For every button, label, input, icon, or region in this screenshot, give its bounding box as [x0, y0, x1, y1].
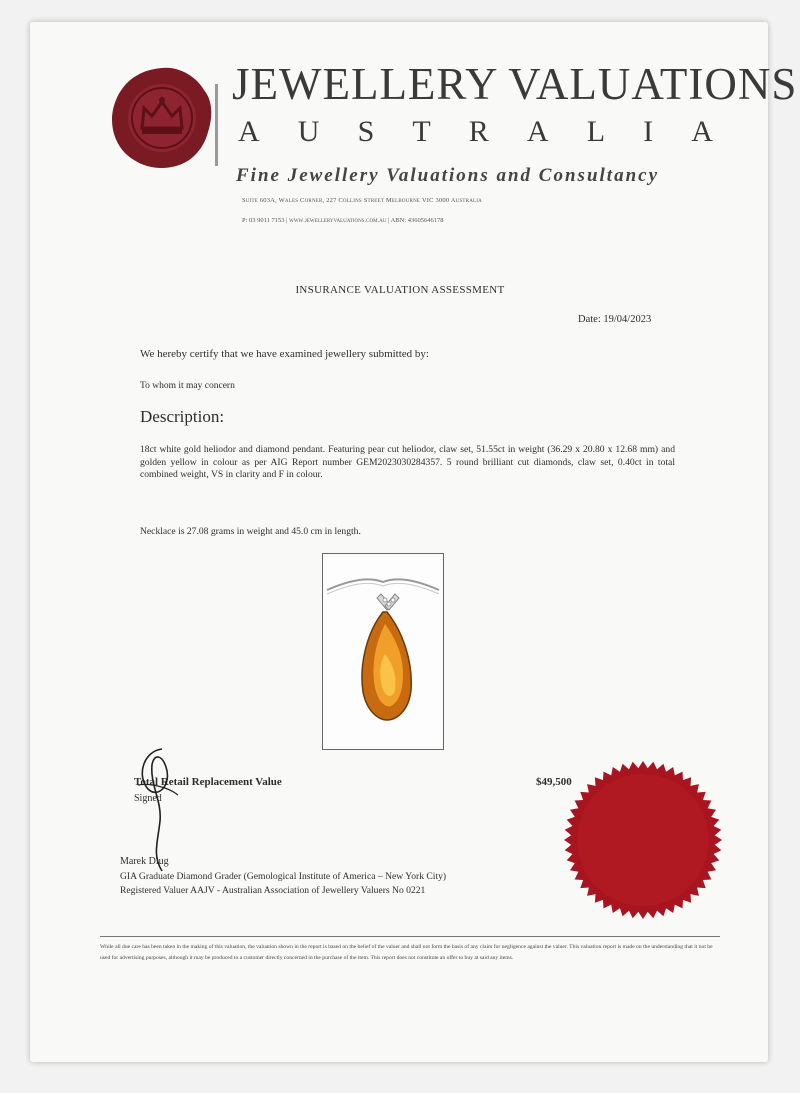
- brand-tagline: Fine Jewellery Valuations and Consultancy: [236, 165, 659, 186]
- brand-title: JEWELLERY VALUATIONS: [232, 59, 798, 109]
- crown-wax-seal-icon: [106, 62, 218, 174]
- document-date: Date: 19/04/2023: [578, 314, 652, 325]
- valuer-name: Marek Diug: [120, 856, 169, 867]
- certification-statement: We hereby certify that we have examined jewellery submitted by:: [140, 348, 429, 360]
- item-description: 18ct white gold heliodor and diamond pendant. Featuring pear cut heliodor, claw set, 51.55ct in weight (36.29 x 20.80 x 12.68 mm) and golden yellow in colour as per AIG Report number GEM2023030284357. 5 round brilliant cut diamonds, claw set, 0.40ct in total combined weight, VS in clarity and F in colour.: [140, 444, 675, 481]
- necklace-details: Necklace is 27.08 grams in weight and 45.0 cm in length.: [140, 526, 361, 537]
- company-contact: P: 03 9011 7153 | www.jewelleryvaluations.com.au | ABN: 43605646178: [242, 217, 444, 224]
- description-heading: Description:: [140, 407, 225, 426]
- heliodor-pendant-photo: [322, 553, 444, 750]
- total-value-label: Total Retail Replacement Value: [134, 776, 282, 788]
- submitted-by: To whom it may concern: [140, 381, 235, 391]
- document-heading: INSURANCE VALUATION ASSESSMENT: [295, 284, 505, 296]
- legal-disclaimer: While all due care has been taken in the making of this valuation, the valuation shown in the report is based on the belief of the valuer and shall not form the basis of any claim for negligence against the valuer. This valuation report is made on the understanding that it not be used for advertising purposes, although it may be produced to a customer directly concerned in the purchase of the item. This report does not constitute an offer to buy at said any items.: [100, 944, 713, 961]
- brand-divider: [215, 84, 218, 166]
- company-address: Suite 603A, Wales Corner, 227 Collins Street Melbourne VIC 3000 Australia: [242, 197, 482, 204]
- valuer-qualification-gia: GIA Graduate Diamond Grader (Gemological Institute of America – New York City): [120, 871, 447, 882]
- footer-divider: [100, 936, 720, 937]
- valuer-qualification-aajv: Registered Valuer AAJV - Australian Association of Jewellery Valuers No 0221: [120, 885, 426, 896]
- brand-subtitle: A U S T R A L I A: [238, 115, 713, 148]
- signed-label: Signed: [134, 793, 162, 804]
- red-foil-seal-icon: [563, 760, 723, 920]
- total-value-amount: $49,500: [536, 776, 572, 788]
